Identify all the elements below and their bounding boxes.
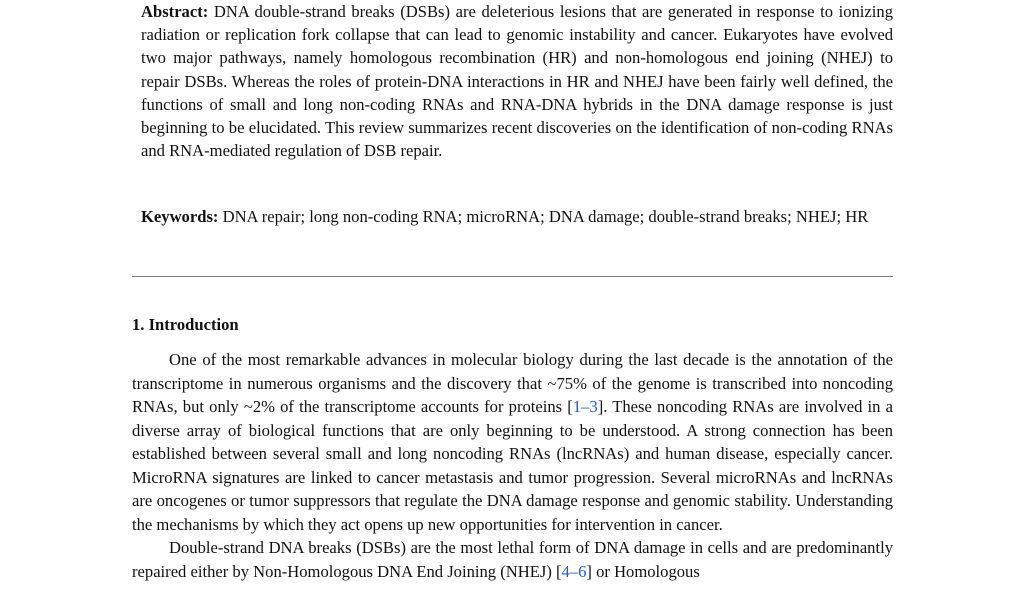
intro-paragraph-2 (132, 536, 893, 583)
intro-paragraph-1 (132, 348, 893, 536)
introduction-body (132, 348, 893, 583)
paragraph-text: ]. These noncoding RNAs are involved in a diverse array of biological functions that are only beginning to be understood. A strong connection has been established between several small and long noncoding RNAs (lncRNAs) and human disease, especially cancer. MicroRNA signatures are linked to cancer metastasis and tumor progression. Several microRNAs and lncRNAs are oncogenes or tumor suppressors that regulate the DNA damage response and genomic stability. Understanding the mechanisms by which they act opens up new opportunities for intervention in cancer. (132, 397, 893, 534)
paragraph-text: Double-strand DNA breaks (DSBs) are the most lethal form of DNA damage in cells and are predominantly repaired either by Non-Homologous DNA End Joining (NHEJ) [ (132, 538, 893, 581)
keywords-text: DNA repair; long non-coding RNA; microRNA; DNA damage; double-strand breaks; NHEJ; HR (222, 207, 869, 226)
abstract-paragraph (141, 0, 893, 162)
keywords-label: Keywords: (141, 207, 219, 226)
abstract (141, 0, 893, 162)
abstract-label: Abstract: (141, 2, 209, 21)
section-heading: 1. Introduction (132, 315, 239, 334)
keywords (141, 205, 893, 229)
paragraph-text: ] or Homologous (586, 561, 700, 581)
paragraph-text: One of the most remarkable advances in molecular biology during the last decade is the annotation of the transcriptome in numerous organisms and the discovery that ~75% of the genome is transcribed into noncoding RNAs, but only ~2% of the transcriptome accounts for proteins [ (132, 350, 893, 416)
citation-link[interactable]: 4–6 (561, 561, 587, 581)
abstract-text: DNA double-strand breaks (DSBs) are deleterious lesions that are generated in response to ionizing radiation or replication fork collapse that can lead to genomic instability and cancer. Eukaryotes have evolved two major pathways, namely homologous recombination (HR) and non-homologous end joining (NHEJ) to repair DSBs. Whereas the roles of protein-DNA interactions in HR and NHEJ have been fairly well defined, the functions of small and long non-coding RNAs and RNA-DNA hybrids in the DNA damage response is just beginning to be elucidated. This review summarizes recent discoveries on the identification of non-coding RNAs and RNA-mediated regulation of DSB repair. (141, 2, 893, 161)
citation-link[interactable]: 1–3 (572, 397, 598, 416)
section-divider (132, 276, 893, 277)
keywords-paragraph (141, 205, 893, 229)
